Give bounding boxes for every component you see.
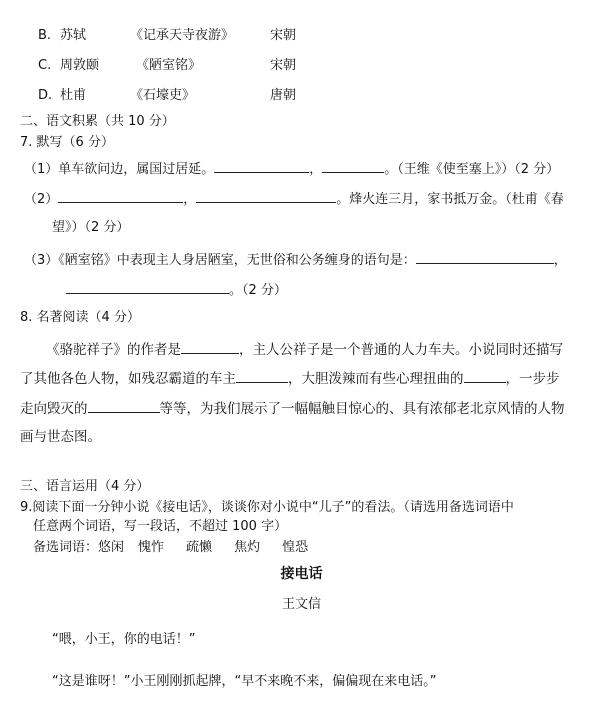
option-letter: B. (38, 28, 52, 43)
q7-text: ， (553, 253, 567, 268)
answer-blank[interactable] (66, 280, 229, 294)
q8-para-line4: 画与世态图。 (20, 429, 101, 445)
q7-text: （3）《陋室铭》中表现主人身居陋室，无世俗和公务缠身的语句是： (24, 253, 416, 268)
option-work: 《记承天寺夜游》 (130, 28, 235, 43)
story-paragraph: “喂，小王，你的电话！” (52, 632, 196, 647)
section2-title: 二、语文积累（共 10 分） (20, 114, 175, 129)
word: 悠闲 (98, 540, 125, 555)
q8-para-line3 (20, 399, 565, 418)
answer-blank[interactable] (416, 250, 554, 264)
words-label: 备选词语： (33, 540, 99, 555)
answer-blank[interactable] (196, 189, 336, 203)
q8-text: ，一步步 (505, 371, 560, 387)
option-work: 《石壕吏》 (130, 88, 196, 103)
answer-blank[interactable] (88, 399, 160, 413)
q7-title: 7. 默写（6 分） (20, 135, 114, 150)
option-author: 杜甫 (60, 88, 87, 103)
option-work: 《陋室铭》 (136, 58, 202, 73)
q8-text: 了其他各色人物，如残忍霸道的车主 (20, 371, 236, 387)
answer-blank[interactable] (58, 189, 183, 203)
option-letter: C. (38, 58, 52, 73)
section3-title: 三、语言运用（4 分） (20, 479, 150, 494)
word: 惶恐 (282, 540, 309, 555)
q9-line2: 任意两个词语，写一段话，不超过 100 字） (33, 519, 288, 534)
q7-line1 (24, 159, 559, 179)
option-dynasty: 唐朝 (270, 88, 297, 103)
q7-text: ， (183, 192, 197, 207)
q7-text: 。（2 分） (229, 283, 287, 298)
q8-text: 等等，为我们展示了一幅幅触目惊心的、具有浓郁老北京风情的人物 (159, 401, 565, 417)
q9-words (33, 539, 308, 557)
option-dynasty: 宋朝 (270, 28, 297, 43)
q7-text: 。（王维《使至塞上》）（2 分） (384, 162, 560, 177)
q8-para-line2 (20, 369, 560, 388)
option-author: 苏轼 (60, 28, 87, 43)
option-author: 周敦颐 (60, 58, 100, 73)
q7-text: （2） (24, 192, 59, 207)
word: 疏懒 (186, 540, 213, 555)
q8-text: 《骆驼祥子》的作者是 (46, 342, 181, 358)
q9-line1: 9.阅读下面一分钟小说《接电话》，谈谈你对小说中“儿子”的看法。（请选用备选词语中 (20, 500, 514, 515)
answer-blank[interactable] (322, 159, 384, 173)
q7-line3-cont (66, 280, 287, 300)
answer-blank[interactable] (181, 340, 239, 354)
q8-text: 走向毁灭的 (20, 401, 88, 417)
q7-text: 。烽火连三月，家书抵万金。（杜甫《春 (336, 192, 564, 207)
story-title: 接电话 (280, 566, 323, 582)
q7-line2 (24, 189, 564, 209)
option-letter: D. (38, 88, 53, 103)
word: 焦灼 (234, 540, 261, 555)
q8-title: 8. 名著阅读（4 分） (20, 310, 140, 325)
q7-line2-cont: 望》）（2 分） (52, 220, 130, 235)
answer-blank[interactable] (464, 369, 506, 383)
word: 愧怍 (138, 540, 165, 555)
q7-text: （1）单车欲问边，属国过居延。 (24, 162, 215, 177)
story-paragraph: “这是谁呀！”小王刚刚抓起牌，“早不来晚不来，偏偏现在来电话。” (52, 674, 437, 689)
q7-line3 (24, 250, 567, 270)
q8-text: ，主人公祥子是一个普通的人力车夫。小说同时还描写 (239, 342, 563, 358)
answer-blank[interactable] (214, 159, 309, 173)
q7-text: ， (309, 162, 323, 177)
story-author: 王文信 (281, 597, 321, 612)
q8-text: ，大胆泼辣而有些心理扭曲的 (288, 371, 464, 387)
q8-para-line1 (46, 340, 563, 359)
answer-blank[interactable] (236, 369, 288, 383)
option-dynasty: 宋朝 (270, 58, 297, 73)
